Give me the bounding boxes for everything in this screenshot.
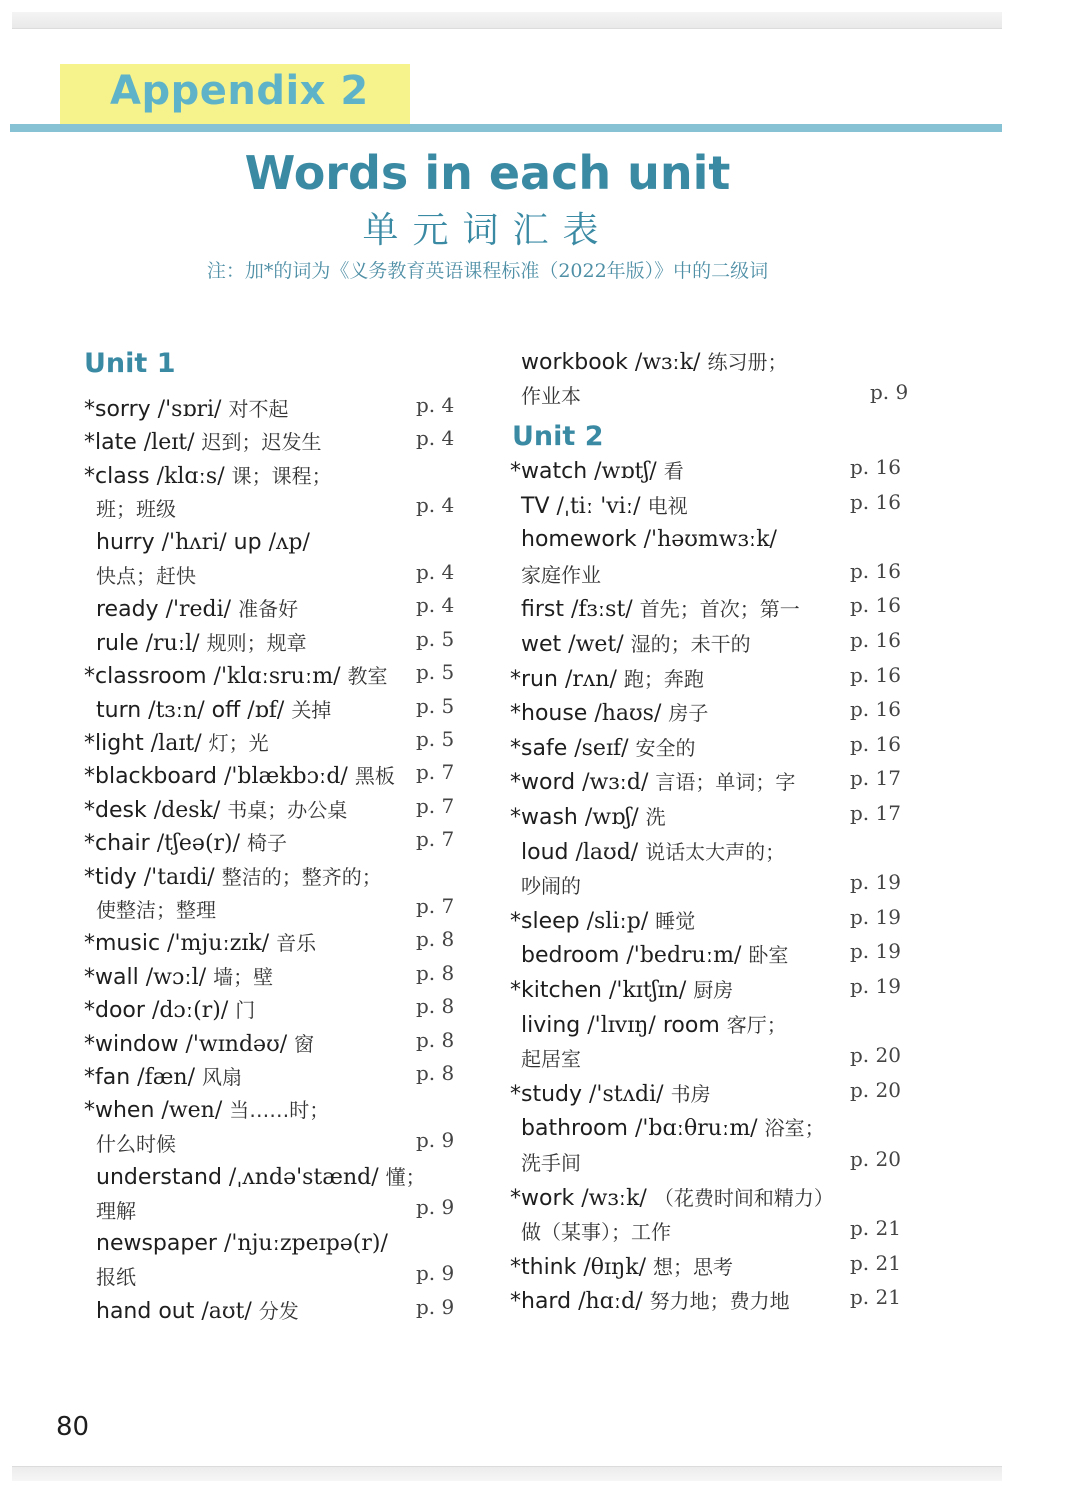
entry-word: *tidy [84,864,137,890]
appendix-title: Appendix 2 [110,68,369,114]
entry-phonetic: /'bedruːm/ [626,943,742,969]
page-reference: p. 9 [416,1194,455,1219]
vocab-entry [521,941,788,970]
entry-word: rule [96,630,139,656]
entry-word: *desk [84,797,147,823]
page-reference: p. 8 [416,1027,455,1052]
entry-meaning: 使整洁；整理 [96,898,216,922]
entry-word: off [211,697,241,723]
entry-meaning: （花费时间和精力） [653,1185,834,1210]
entry-meaning: 理解 [96,1198,136,1223]
page-reference: p. 19 [850,904,901,929]
entry-phonetic: /wɜːk/ [634,350,701,375]
entry-meaning: 班；班级 [96,497,176,522]
note-text: 注：加*的词为《义务教育英语课程标准（2022年版）》中的二级词 [206,260,769,282]
entry-phonetic: /hɑːd/ [578,1289,643,1315]
vocab-entry-continued [521,561,601,590]
vocab-entry-continued [96,562,196,591]
vocab-entry [84,428,322,457]
entry-word: *watch [510,459,588,484]
entry-word: first [521,597,564,623]
vocab-entry [510,1253,733,1282]
entry-word: *classroom [84,664,207,690]
entry-word: *wall [84,964,139,990]
header-divider [10,124,1002,132]
entry-meaning: 关掉 [291,697,332,722]
entry-word: *work [510,1185,575,1211]
entry-phonetic: /seɪf/ [574,735,629,761]
entry-meaning: 电视 [647,493,688,518]
page-reference: p. 9 [416,1127,455,1152]
entry-word: *chair [84,831,150,857]
entry-phonetic: /desk/ [153,797,221,823]
entry-phonetic: /'stʌdi/ [589,1081,664,1107]
entry-meaning: 房子 [668,701,709,726]
vocab-entry [510,665,704,694]
entry-meaning: 洗手间 [521,1151,581,1175]
entry-word: *run [510,666,558,692]
entry-phonetic: /'blækbɔːd/ [223,764,348,790]
entry-meaning: 对不起 [228,397,289,421]
page-reference: p. 16 [850,628,901,652]
vocab-entry-continued [521,1045,581,1074]
entry-phonetic: /ruːl/ [145,630,200,656]
page-reference: p. 9 [870,380,909,404]
entry-word: room [662,1012,720,1038]
entry-phonetic: /rʌn/ [564,666,617,692]
entry-phonetic: /ʌp/ [268,529,310,555]
entry-word: workbook [521,350,628,375]
vocab-entry [96,1230,388,1258]
entry-meaning: 睡觉 [655,908,696,933]
vocab-entry [510,457,684,486]
entry-word: *sleep [510,908,580,934]
entry-meaning: 墙；壁 [213,964,274,989]
page-reference: p. 5 [416,626,455,651]
entry-meaning: 门 [235,998,256,1023]
entry-phonetic: /'njuːzpeɪpə(r)/ [223,1231,388,1256]
vocab-entry-continued [96,1263,136,1292]
entry-meaning: 课；课程； [231,463,332,488]
page-reference: p. 4 [416,560,455,584]
vocab-entry [84,796,347,825]
vocab-entry [510,734,696,763]
entry-meaning: 椅子 [247,831,288,856]
vocab-entry [521,348,787,377]
page-reference: p. 16 [850,558,901,583]
top-page-edge [12,12,1002,29]
entry-word: *blackboard [84,764,217,790]
entry-word: hurry [96,529,155,555]
vocab-entry [510,1184,834,1213]
page-reference: p. 4 [416,493,455,518]
entry-meaning: 做（某事）；工作 [521,1220,671,1245]
page-reference: p. 16 [850,489,901,514]
entry-meaning: 家庭作业 [521,562,601,587]
vocab-entry [84,963,273,992]
vocab-entry [521,1011,787,1040]
vocab-entry [84,729,269,758]
page-reference: p. 8 [416,927,455,952]
vocab-entry [96,1297,299,1326]
vocab-entry [84,1030,314,1059]
entry-word: understand [96,1165,222,1191]
entry-meaning: 分发 [258,1298,299,1323]
entry-meaning: 规则；规章 [206,630,307,655]
page-reference: p. 21 [850,1216,901,1241]
entry-phonetic: /klɑːs/ [156,463,225,489]
vocab-entry [510,803,666,832]
entry-meaning: 首先；首次；第一 [639,597,800,622]
vocab-entry [521,595,800,624]
entry-word: *window [84,1031,179,1057]
entry-phonetic: /'taɪdi/ [143,864,215,890]
page-reference: p. 9 [416,1294,455,1319]
page-reference: p. 16 [850,593,901,618]
vocab-entry [510,699,708,728]
vocab-entry [84,996,255,1025]
entry-phonetic: /'kɪtʃɪn/ [609,978,687,1003]
page-reference: p. 19 [850,974,901,998]
entry-word: *sorry [84,397,151,422]
entry-phonetic: /tʃeə(r)/ [156,831,241,857]
vocab-entry [96,529,310,557]
vocab-entry [84,929,316,958]
vocab-entry [96,629,307,658]
entry-phonetic: /'sɒri/ [157,397,222,422]
entry-meaning: 吵闹的 [521,874,581,899]
page-reference: p. 21 [850,1285,901,1310]
entry-phonetic: /tɜːn/ [148,697,205,723]
entry-meaning: 音乐 [276,931,317,956]
entry-phonetic: /'hʌri/ [161,529,227,555]
entry-phonetic: /'redi/ [165,597,232,623]
entry-meaning: 湿的；未干的 [630,632,751,656]
entry-meaning: 书房 [670,1081,711,1106]
vocab-entry [96,1163,426,1192]
entry-phonetic: /laɪt/ [150,731,202,756]
entry-word: *wash [510,805,578,830]
entry-meaning: 浴室； [764,1116,825,1141]
bottom-page-edge [12,1466,1002,1481]
entry-meaning: 当……时； [229,1098,330,1123]
entry-phonetic: /θɪŋk/ [583,1254,646,1280]
entry-meaning: 什么时候 [96,1131,176,1156]
entry-phonetic: /'həʊmwɜːk/ [643,527,777,553]
chinese-title: 单元词汇表 [362,210,613,251]
vocab-entry [84,1063,242,1092]
entry-word: *study [510,1081,583,1107]
entry-meaning: 练习册； [707,350,788,374]
entry-phonetic: /'mjuːzɪk/ [167,931,270,957]
vocab-entry-continued [96,1130,176,1159]
page-title: Words in each unit [244,146,731,200]
vocab-entry-continued [521,382,581,411]
page-reference: p. 8 [416,960,455,985]
page-reference: p. 7 [416,760,455,785]
entry-phonetic: /'klɑːsruːm/ [213,664,341,690]
page-reference: p. 16 [850,455,901,479]
page-reference: p. 16 [850,731,901,756]
entry-phonetic: /sliːp/ [586,908,649,934]
entry-word: newspaper [96,1231,217,1256]
page-reference: p. 21 [850,1250,901,1275]
vocab-entry [510,976,733,1005]
entry-phonetic: /'wɪndəʊ/ [185,1031,288,1057]
entry-word: *light [84,731,144,756]
entry-meaning: 整洁的；整齐的； [221,864,382,889]
page-reference: p. 20 [850,1147,901,1171]
entry-meaning: 卧室 [748,943,789,968]
vocab-entry [84,863,382,892]
entry-phonetic: /ˌʌndə'stænd/ [228,1165,379,1191]
entry-phonetic: /wet/ [568,632,624,657]
entry-meaning: 说话太大声的； [645,839,786,864]
entry-meaning: 安全的 [635,735,696,760]
entry-word: *fan [84,1065,131,1090]
entry-word: *think [510,1254,577,1280]
vocab-entry [84,662,388,691]
entry-word: TV [521,493,550,519]
entry-word: *house [510,701,588,727]
entry-phonetic: /fæn/ [137,1065,195,1090]
vocab-entry [510,1080,711,1109]
page-reference: p. 20 [850,1077,901,1102]
entry-meaning: 迟到；迟发生 [201,430,322,455]
entry-meaning: 报纸 [96,1265,136,1290]
entry-word: *kitchen [510,978,602,1003]
entry-phonetic: /ˌtiː 'viː/ [556,493,641,519]
entry-word: *class [84,463,150,489]
entry-meaning: 努力地；费力地 [649,1289,790,1314]
entry-phonetic: /haʊs/ [594,701,662,727]
entry-meaning: 作业本 [521,384,581,408]
entry-meaning: 灯；光 [208,731,269,755]
entry-word: living [521,1012,581,1038]
entry-meaning: 起居室 [521,1047,581,1072]
page-reference: p. 7 [416,793,455,818]
page-reference: p. 8 [416,1061,455,1085]
vocab-entry [84,1096,329,1125]
vocab-entry [521,1114,825,1143]
entry-phonetic: /fɜːst/ [571,597,633,623]
page-reference: p. 19 [850,939,901,964]
page-reference: p. 20 [850,1043,901,1068]
entry-phonetic: /'bɑːθruːm/ [634,1116,758,1142]
entry-meaning: 跑；奔跑 [623,666,704,691]
page-reference: p. 5 [416,727,455,751]
entry-meaning: 窗 [294,1031,315,1056]
vocab-entry [510,768,795,797]
entry-meaning: 黑板 [354,764,395,789]
page-reference: p. 7 [416,894,455,918]
entry-phonetic: /wen/ [161,1098,223,1124]
vocab-entry-continued [521,872,581,901]
entry-meaning: 书桌；办公桌 [227,797,348,822]
entry-word: *hard [510,1289,572,1315]
vocab-entry [521,492,688,521]
page-reference: p. 4 [416,593,455,618]
entry-meaning: 想；思考 [652,1254,733,1279]
vocab-entry-continued [521,1149,581,1178]
page-reference: p. 7 [416,827,455,852]
entry-word: *door [84,998,145,1024]
page-reference: p. 5 [416,693,455,718]
vocab-entry [84,829,287,858]
entry-meaning: 客厅； [726,1012,787,1037]
vocab-entry [510,1287,790,1316]
vocab-entry [510,907,695,936]
vocab-entry [96,595,298,624]
vocab-entry [84,762,395,791]
entry-meaning: 风扇 [202,1065,242,1089]
page-reference: p. 8 [416,994,455,1019]
page-reference: p. 17 [850,801,901,825]
entry-meaning: 懂； [385,1165,426,1190]
page-reference: p. 9 [416,1261,455,1286]
entry-meaning: 言语；单词；字 [655,770,796,795]
entry-phonetic: /wɒtʃ/ [594,459,657,484]
entry-word: loud [521,839,569,865]
entry-word: *when [84,1098,155,1124]
entry-word: turn [96,697,142,723]
page-reference: p. 19 [850,870,901,895]
entry-phonetic: /wɔːl/ [145,964,207,990]
page-reference: p. 16 [850,697,901,722]
entry-word: *late [84,430,137,456]
entry-phonetic: /wɜːk/ [581,1185,647,1211]
entry-phonetic: /ɒf/ [247,697,285,723]
vocab-entry [521,838,785,867]
entry-word: ready [96,597,159,623]
entry-phonetic: /dɔː(r)/ [151,998,229,1024]
page-reference: p. 5 [416,660,455,685]
entry-phonetic: /wɒʃ/ [584,805,639,830]
vocab-entry-continued [96,1197,136,1226]
entry-word: wet [521,632,562,657]
entry-word: up [233,529,262,555]
entry-word: *music [84,931,161,957]
entry-word: *word [510,770,576,796]
vocab-entry [84,395,288,424]
page-reference: p. 17 [850,766,901,791]
entry-meaning: 教室 [347,664,388,689]
entry-word: *safe [510,735,568,761]
vocab-entry [84,462,332,491]
page-reference: p. 4 [416,426,455,451]
vocab-entry [96,696,331,725]
entry-phonetic: /wɜːd/ [582,770,649,796]
entry-meaning: 看 [663,459,684,483]
unit-1-heading: Unit 1 [84,348,176,379]
entry-phonetic: /leɪt/ [143,430,195,456]
entry-meaning: 洗 [645,805,666,829]
entry-meaning: 厨房 [693,978,734,1002]
vocab-entry-continued [521,1218,671,1247]
entry-word: homework [521,527,637,553]
entry-meaning: 快点；赶快 [96,564,196,588]
entry-word: hand out [96,1298,195,1324]
entry-phonetic: /'lɪvɪŋ/ [587,1012,656,1038]
entry-word: bedroom [521,943,620,969]
vocab-entry [521,630,751,659]
entry-phonetic: /laʊd/ [575,839,639,865]
entry-phonetic: /aʊt/ [201,1298,252,1324]
vocab-entry-continued [96,495,176,524]
entry-word: bathroom [521,1116,628,1142]
entry-meaning: 准备好 [238,597,299,622]
page-reference: p. 16 [850,662,901,687]
unit-2-heading: Unit 2 [512,421,604,452]
vocab-entry-continued [96,896,216,925]
page-reference: p. 4 [416,393,455,417]
page-number: 80 [56,1412,90,1442]
vocab-entry [521,526,777,554]
